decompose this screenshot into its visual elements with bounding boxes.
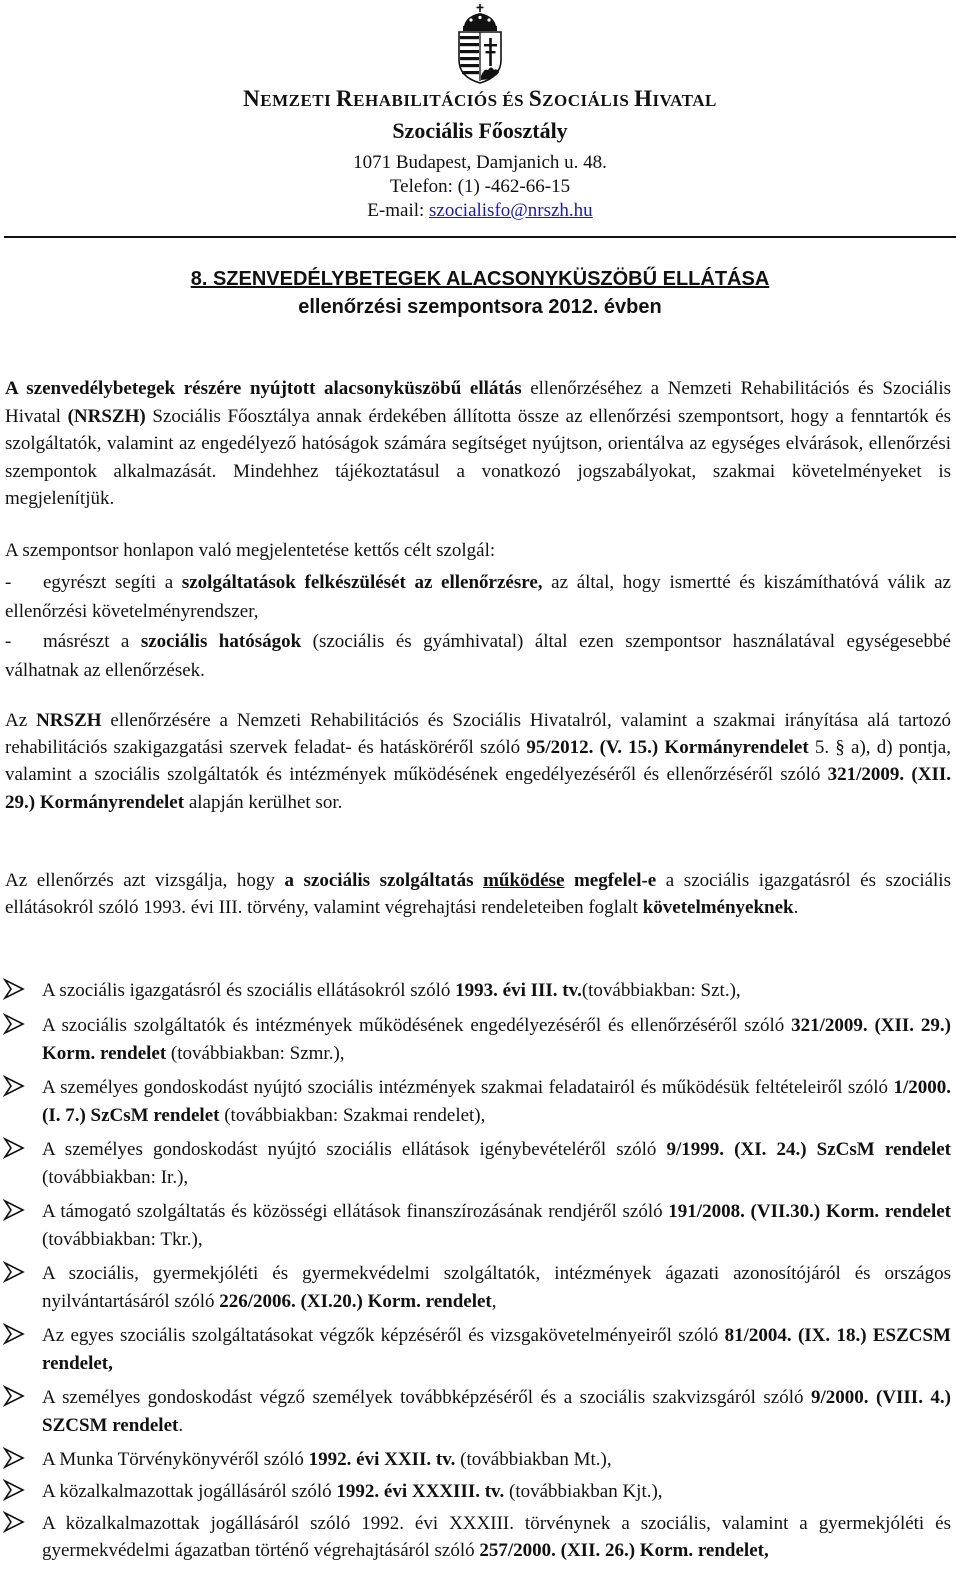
purpose-item-1-text-c: az által, hogy ismertté és kiszámíthatóvá válik az ellenőrzési követelményrendszer, bbox=[5, 572, 951, 622]
law-abbreviation: (továbbiakban Mt.), bbox=[455, 1449, 612, 1470]
law-abbreviation: , bbox=[491, 1291, 497, 1312]
law-reference: 1992. évi XXII. tv. bbox=[308, 1449, 456, 1470]
email-line bbox=[0, 199, 960, 223]
law-text: A személyes gondoskodást nyújtó szociális intézmények szakmai feladatairól és működésük feltételeiről szóló bbox=[42, 1077, 894, 1098]
intro-bold-nrszh: (NRSZH) bbox=[67, 405, 146, 427]
purpose-item-1-bold: szolgáltatások felkészülését az ellenőrzésre, bbox=[181, 572, 543, 593]
law-abbreviation: (továbbiakban: Szt.), bbox=[581, 980, 741, 1001]
arrowhead-bullet-icon bbox=[3, 1323, 25, 1345]
list-item bbox=[42, 1198, 951, 1254]
law-abbreviation: (továbbiakban: Ir.), bbox=[42, 1167, 189, 1188]
legal-bold-nrszh: NRSZH bbox=[36, 710, 102, 731]
purpose-item-2 bbox=[5, 627, 951, 685]
law-reference: 1992. évi XXXIII. tv. bbox=[336, 1481, 505, 1502]
law-abbreviation: (továbbiakban: Tkr.), bbox=[42, 1229, 203, 1250]
header-divider bbox=[4, 236, 956, 238]
law-text: A Munka Törvénykönyvéről szóló bbox=[42, 1449, 309, 1470]
law-reference: 191/2008. (VII.30.) Korm. rendelet bbox=[668, 1201, 951, 1222]
law-text: A személyes gondoskodást végző személyek továbbképzéséről és a szociális szakvizsgáról szóló bbox=[42, 1387, 811, 1408]
arrowhead-bullet-icon bbox=[3, 1137, 25, 1159]
arrowhead-bullet-icon bbox=[3, 1385, 25, 1407]
law-text: A közalkalmazottak jogállásáról szóló bbox=[42, 1481, 337, 1502]
law-text: A személyes gondoskodást nyújtó szociális ellátások igénybevételéről szóló bbox=[42, 1139, 667, 1160]
law-reference: 1993. évi III. tv. bbox=[455, 980, 582, 1001]
dash-bullet: - bbox=[5, 631, 12, 652]
law-abbreviation: . bbox=[178, 1415, 184, 1436]
law-reference: 226/2006. (XI.20.) Korm. rendelet bbox=[219, 1291, 492, 1312]
arrowhead-bullet-icon bbox=[3, 1511, 25, 1533]
law-reference: 9/1999. (XI. 24.) SzCsM rendelet bbox=[666, 1139, 951, 1160]
law-reference: 321/2009. (XII. 29.) Korm. rendelet bbox=[42, 1015, 951, 1064]
law-abbreviation: (továbbiakban: Szakmai rendelet), bbox=[219, 1105, 486, 1126]
list-item bbox=[42, 1478, 951, 1506]
list-item bbox=[42, 1446, 951, 1474]
law-text: A támogató szolgáltatás és közösségi ellátások finanszírozásának rendjéről szóló bbox=[42, 1201, 669, 1222]
arrowhead-bullet-icon bbox=[3, 1199, 25, 1221]
email-label: E-mail: bbox=[367, 200, 430, 221]
list-item bbox=[42, 977, 951, 1005]
purpose-item-2-bold: szociális hatóságok bbox=[140, 631, 302, 652]
arrowhead-bullet-icon bbox=[3, 1075, 25, 1097]
law-reference: 1/2000. (I. 7.) SzCsM rendelet bbox=[42, 1077, 951, 1126]
legal-text-c: ellenőrzésére a Nemzeti Rehabilitációs és Szociális Hivatalról, valamint a szakmai irányítása alá tartozó rehabilitációs szakigazgatási szervek feladat- és hatásköréről szóló bbox=[5, 710, 952, 759]
scope-bold-requirements: követelményeknek bbox=[642, 897, 794, 919]
arrowhead-bullet-icon bbox=[3, 1447, 25, 1469]
arrowhead-bullet-icon bbox=[3, 1479, 25, 1501]
law-text: A szociális szolgáltatók és intézmények működésének engedélyezéséről és ellenőrzéséről szóló bbox=[42, 1015, 792, 1036]
purpose-item-2-text-a: másrészt a bbox=[43, 631, 141, 652]
scope-text-g: . bbox=[793, 897, 799, 919]
document-title: 8. SZENVEDÉLYBETEGEK ALACSONYKÜSZÖBŰ ELLÁTÁSA bbox=[190, 268, 770, 290]
legal-bold-decree-2: 321/2009. (XII. 29.) Kormányrendelet bbox=[5, 764, 951, 813]
scope-bold-d: megfelel-e bbox=[564, 870, 657, 891]
list-item bbox=[42, 1510, 951, 1564]
legal-text-a: Az bbox=[5, 710, 37, 731]
arrowhead-bullet-icon bbox=[3, 1261, 25, 1283]
legal-text-e: 5. § a), d) pontja, valamint a szociális szolgáltatók és intézmények működésének engedélyezéséről és ellenőrzéséről szóló bbox=[5, 737, 951, 786]
law-reference: 81/2004. (IX. 18.) ESZCSM rendelet, bbox=[42, 1325, 951, 1374]
law-reference: 257/2000. (XII. 26.) Korm. rendelet, bbox=[479, 1540, 769, 1561]
purpose-item-1-text-a: egyrészt segíti a bbox=[43, 572, 182, 593]
legal-basis-paragraph bbox=[5, 707, 951, 816]
laws-list bbox=[42, 977, 951, 1564]
contact-block bbox=[0, 151, 960, 223]
law-text: A szociális igazgatásról és szociális ellátásokról szóló bbox=[42, 980, 456, 1001]
law-reference: 9/2000. (VIII. 4.) SZCSM rendelet bbox=[42, 1387, 951, 1436]
purpose-lead: A szempontsor honlapon való megjelentetése kettős célt szolgál: bbox=[5, 540, 496, 561]
email-link[interactable]: szocialisfo@nrszh.hu bbox=[429, 200, 593, 221]
list-item bbox=[42, 1384, 951, 1440]
law-abbreviation: (továbbiakban Kjt.), bbox=[504, 1481, 663, 1502]
organization-name: NEMZETI REHABILITÁCIÓS ÉS SZOCIÁLIS HIVATAL bbox=[243, 86, 717, 111]
list-item bbox=[42, 1074, 951, 1130]
arrowhead-bullet-icon bbox=[3, 1013, 25, 1035]
coat-of-arms-emblem bbox=[451, 4, 509, 84]
scope-bold-b: a szociális szolgáltatás bbox=[284, 870, 484, 891]
phone-line: Telefon: (1) -462-66-15 bbox=[389, 176, 571, 197]
intro-bold-service: A szenvedélybetegek részére nyújtott alacsonyküszöbű ellátás bbox=[5, 378, 522, 399]
arrowhead-bullet-icon bbox=[3, 978, 25, 1000]
intro-text-1: ellenőrzéséhez a Nemzeti Rehabilitációs és Szociális Hivatal bbox=[5, 378, 952, 427]
document-subtitle: ellenőrzési szempontsora 2012. évben bbox=[298, 296, 662, 318]
law-text: Az egyes szociális szolgáltatásokat végzők képzéséről és vizsgakövetelményeiről szóló bbox=[42, 1325, 725, 1346]
scope-paragraph bbox=[5, 867, 951, 921]
purpose-item-2-text-c: (szociális és gyámhivatal) által ezen szempontsor használatával egységesebbé válhatnak az ellenőrzések. bbox=[5, 631, 951, 681]
law-text: A szociális, gyermekjóléti és gyermekvédelmi szolgáltatók, intézmények ágazati azonosítójáról és országos nyilvántartásáról szóló bbox=[42, 1263, 951, 1312]
scope-text-e: a szociális igazgatásról és szociális ellátásokról szóló 1993. évi III. törvény, valamint végrehajtási rendeleteiben foglalt bbox=[5, 870, 951, 919]
intro-paragraph bbox=[5, 375, 951, 513]
legal-bold-decree-1: 95/2012. (V. 15.) Kormányrendelet bbox=[526, 737, 809, 759]
law-abbreviation: (továbbiakban: Szmr.), bbox=[166, 1043, 345, 1064]
dash-bullet: - bbox=[5, 572, 12, 593]
list-item bbox=[42, 1260, 951, 1316]
list-item bbox=[42, 1136, 951, 1192]
scope-text-a: Az ellenőrzés azt vizsgálja, hogy bbox=[5, 870, 285, 891]
list-item bbox=[42, 1012, 951, 1068]
department-name: Szociális Főosztály bbox=[392, 118, 568, 143]
intro-text-2: Szociális Főosztálya annak érdekében állította össze az ellenőrzési szempontsort, hogy a fenntartók és szolgáltatók, valamint az engedélyező hatóságok számára segítséget nyújtson, orientálva az egységes elvárások, ellenőrzési szempontok alkalmazását. Mindehhez tájékoztatásul a vonatkozó jogszabályokat, szakmai követelményeket is megjelenítjük. bbox=[5, 405, 951, 509]
legal-text-g: alapján kerülhet sor. bbox=[184, 791, 343, 813]
list-item bbox=[42, 1322, 951, 1378]
law-text: A közalkalmazottak jogállásáról szóló 1992. évi XXXIII. törvénynek a szociális, valamint a gyermekjóléti és gyermekvédelmi ágazatban történő végrehajtásáról szóló bbox=[42, 1513, 951, 1561]
purpose-item-1 bbox=[5, 568, 951, 626]
address-line: 1071 Budapest, Damjanich u. 48. bbox=[353, 152, 607, 173]
scope-bold-underlined: működése bbox=[483, 870, 565, 891]
